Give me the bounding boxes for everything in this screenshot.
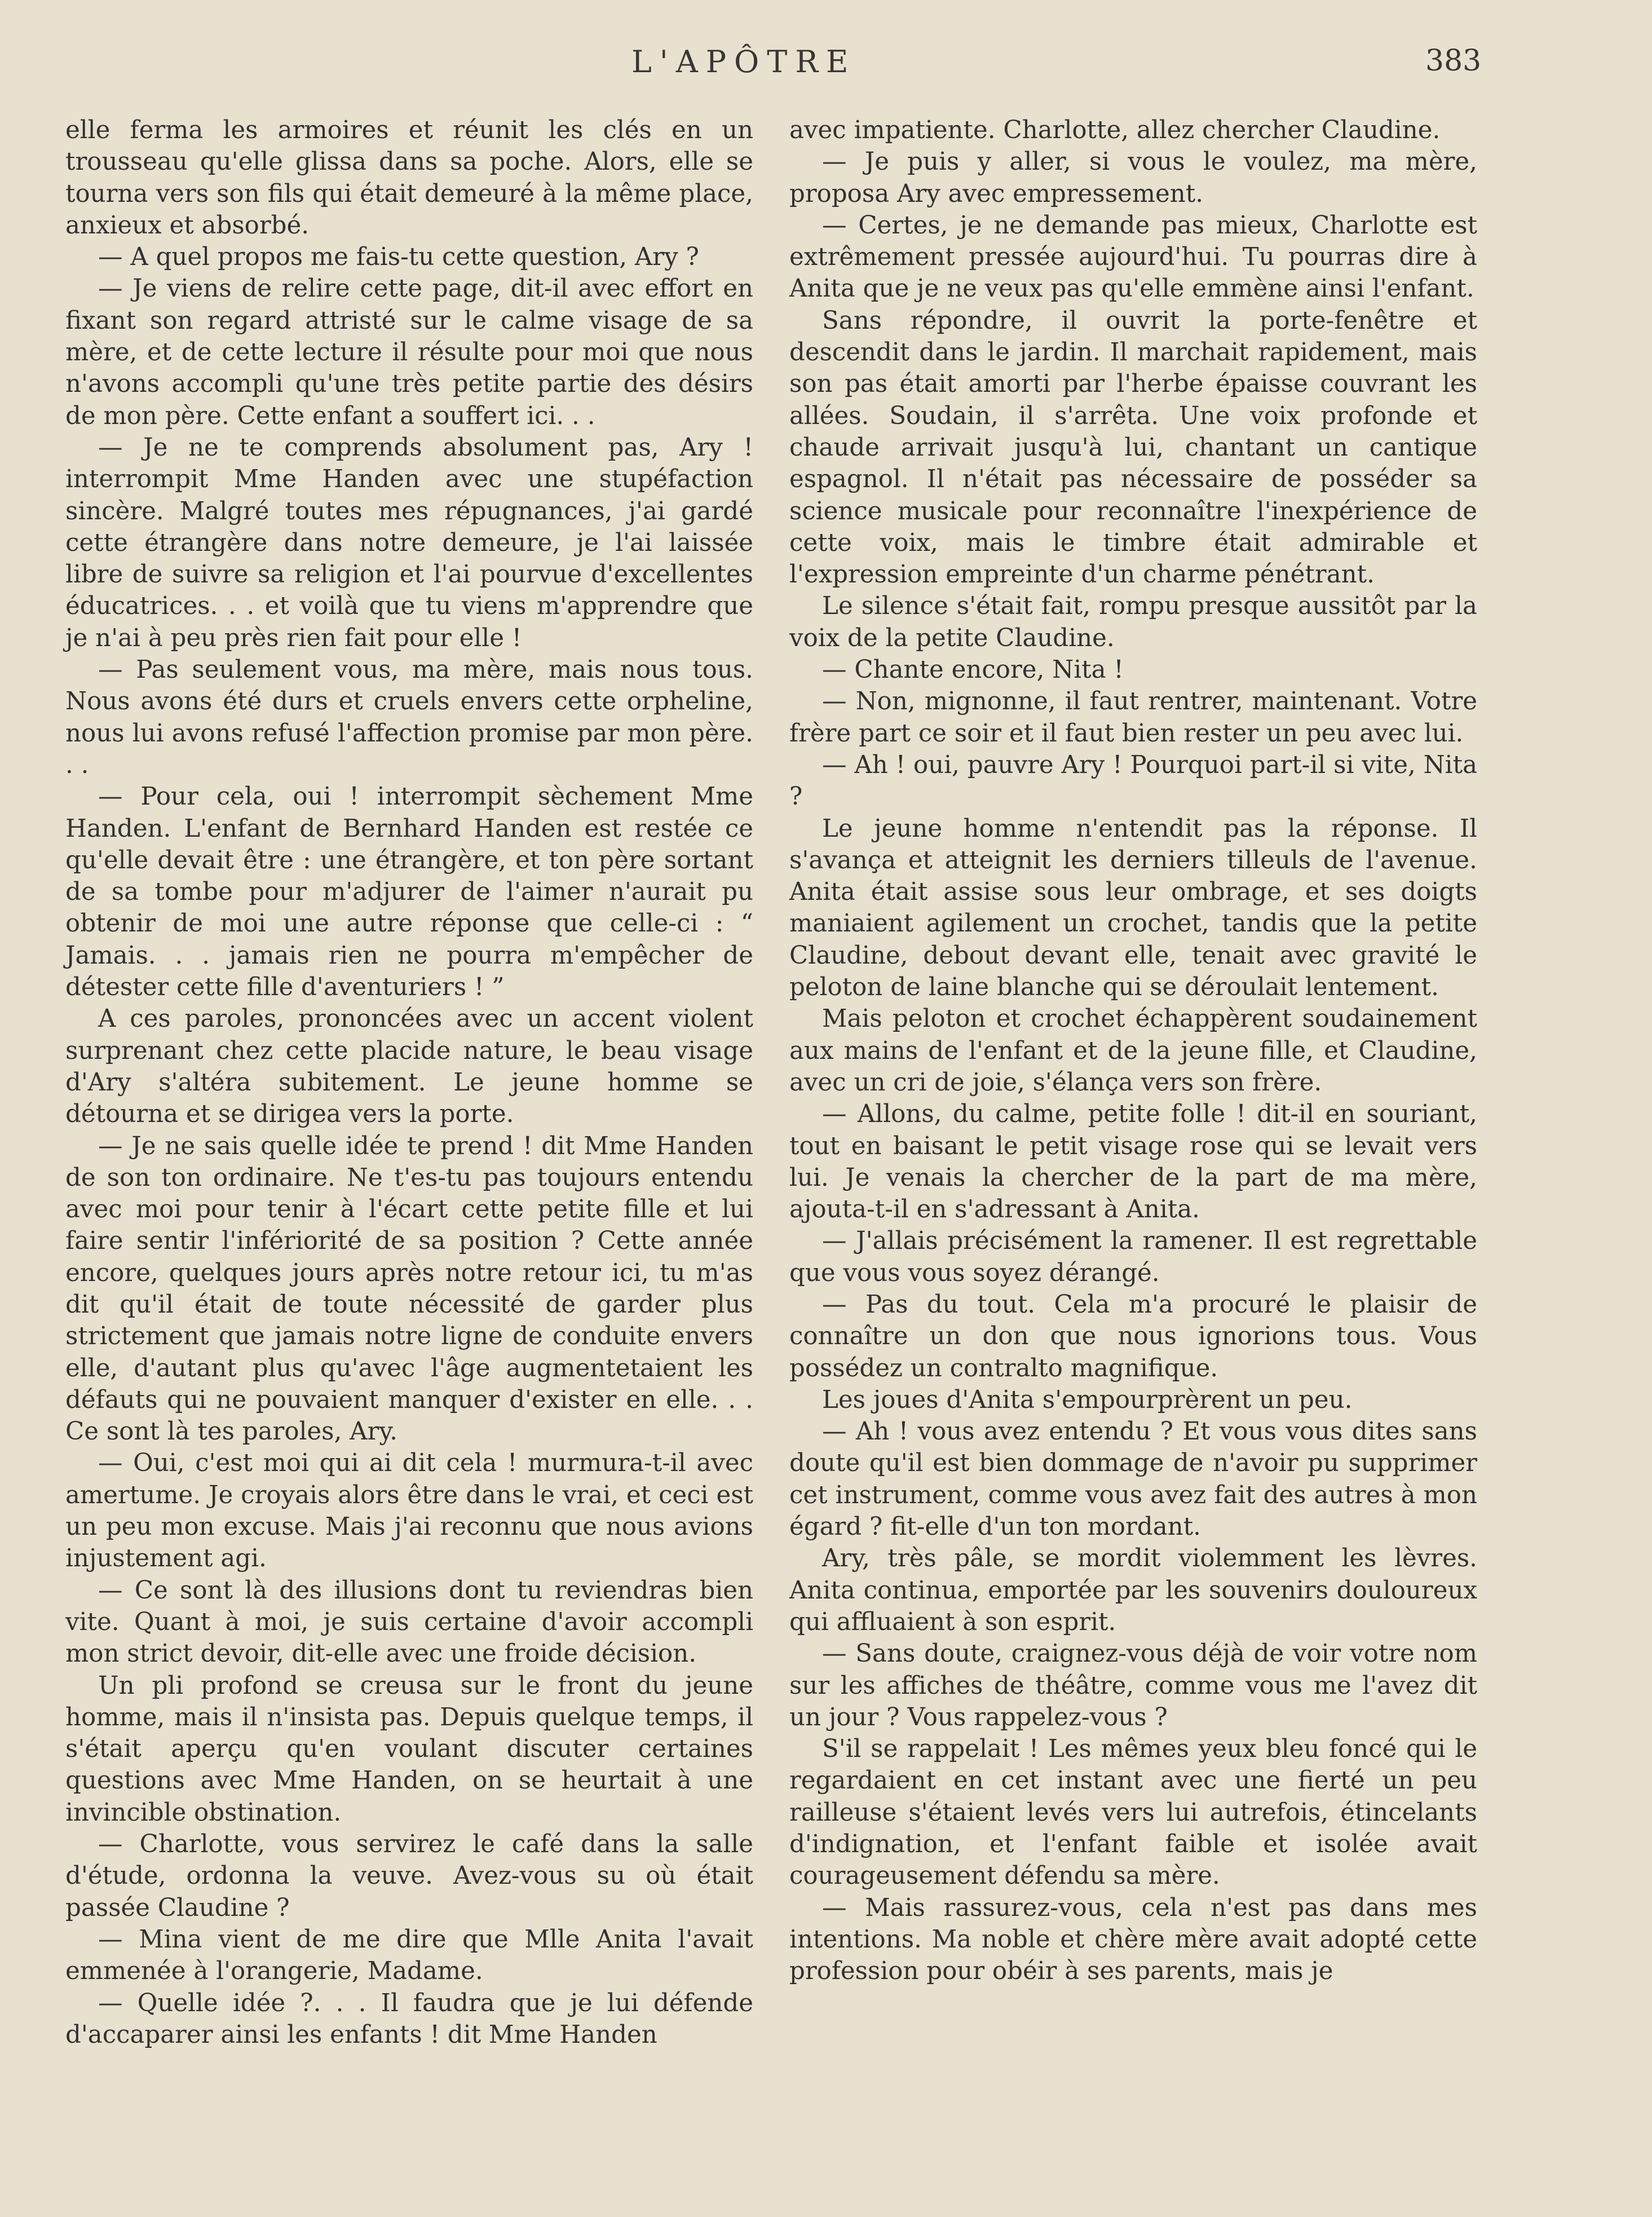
paragraph: Les joues d'Anita s'empourprèrent un peu. [822, 1385, 1353, 1414]
paragraph: — Ce sont là des illusions dont tu reviendras bien vite. Quant à moi, je suis certaine d'avoir accompli mon strict devoir, dit-elle avec une froide décision. [65, 1576, 753, 1668]
page-header [0, 39, 1652, 85]
paragraph: — Pour cela, oui ! interrompit sèchement Mme Handen. L'enfant de Bernhard Handen est restée ce qu'elle devait être : une étrangère, et ton père sortant de sa tombe pour m'adjurer de l'aimer n'aurait pu obtenir de moi une autre réponse que celle-ci : “ Jamais. . . jamais rien ne pourra m'empêcher de détester cette fille d'aventuriers ! ” [65, 783, 753, 1002]
paragraph: — Pas du tout. Cela m'a procuré le plaisir de connaître un don que nous ignorions tous. Vous possédez un contralto magnifique. [789, 1290, 1477, 1383]
paragraph: — Charlotte, vous servirez le café dans la salle d'étude, ordonna la veuve. Avez-vous su où était passée Claudine ? [65, 1830, 753, 1922]
paragraph: — Chante encore, Nita ! [822, 656, 1124, 684]
paragraph: — Quelle idée ?. . . Il faudra que je lui défende d'accaparer ainsi les enfants ! dit Mme Handen [65, 1989, 753, 2049]
paragraph: — Oui, c'est moi qui ai dit cela ! murmura-t-il avec amertume. Je croyais alors être dans le vrai, et ceci est un peu mon excuse. Mais j'ai reconnu que nous avions injustement agi. [65, 1449, 753, 1573]
paragraph: avec impatiente. Charlotte, allez chercher Claudine. [789, 116, 1441, 144]
paragraph: — Mais rassurez-vous, cela n'est pas dans mes intentions. Ma noble et chère mère avait adopté cette profession pour obéir à ses parents, mais je [789, 1893, 1477, 1986]
paragraph: — Allons, du calme, petite folle ! dit-il en souriant, tout en baisant le petit visage rose qui se levait vers lui. Je venais la chercher de la part de ma mère, ajouta-t-il en s'adressant à Anita. [789, 1100, 1477, 1224]
paragraph: Un pli profond se creusa sur le front du jeune homme, mais il n'insista pas. Depuis quelque temps, il s'était aperçu qu'en voulant discuter certaines questions avec Mme Handen, on se heurtait à une invincible obstination. [65, 1671, 753, 1827]
paragraph: A ces paroles, prononcées avec un accent violent surprenant chez cette placide nature, le beau visage d'Ary s'altéra subitement. Le jeune homme se détourna et se dirigea vers la porte. [65, 1005, 753, 1129]
paragraph: — Sans doute, craignez-vous déjà de voir votre nom sur les affiches de théâtre, comme vous me l'avez dit un jour ? Vous rappelez-vous ? [789, 1640, 1477, 1732]
left-column [65, 114, 753, 2051]
paragraph: — J'allais précisément la ramener. Il est regrettable que vous vous soyez dérangé. [789, 1227, 1477, 1287]
paragraph: — Je ne te comprends absolument pas, Ary ! interrompit Mme Handen avec une stupéfaction sincère. Malgré toutes mes répugnances, j'ai gardé cette étrangère dans notre demeure, je l'ai laissée libre de suivre sa religion et l'ai pourvue d'excellentes éducatrices. . . et voilà que tu viens m'apprendre que je n'ai à peu près rien fait pour elle ! [65, 433, 753, 652]
page-number: 383 [1425, 44, 1482, 78]
paragraph: — Je viens de relire cette page, dit-il avec effort en fixant son regard attristé sur le calme visage de sa mère, et de cette lecture il résulte pour moi que nous n'avons accompli qu'une très petite partie des désirs de mon père. Cette enfant a souffert ici. . . [65, 275, 753, 430]
paragraph: — Mina vient de me dire que Mlle Anita l'avait emmenée à l'orangerie, Madame. [65, 1925, 753, 1986]
paragraph: — Je ne sais quelle idée te prend ! dit Mme Handen de son ton ordinaire. Ne t'es-tu pas toujours entendu avec moi pour tenir à l'écart cette petite fille et lui faire sentir l'infériorité de sa position ? Cette année encore, quelques jours après notre retour ici, tu m'as dit qu'il était de toute nécessité de garder plus strictement que jamais notre ligne de conduite envers elle, d'autant plus qu'avec l'âge augmentetaient les défauts qui ne pouvaient manquer d'exister en elle. . . Ce sont là tes paroles, Ary. [65, 1132, 753, 1446]
paragraph: — Ah ! vous avez entendu ? Et vous vous dites sans doute qu'il est bien dommage de n'avoir pu supprimer cet instrument, comme vous avez fait des autres à mon égard ? fit-elle d'un ton mordant. [789, 1417, 1477, 1542]
paragraph: — Non, mignonne, il faut rentrer, maintenant. Votre frère part ce soir et il faut bien rester un peu avec lui. [789, 687, 1477, 748]
paragraph: Mais peloton et crochet échappèrent soudainement aux mains de l'enfant et de la jeune fille, et Claudine, avec un cri de joie, s'élança vers son frère. [789, 1005, 1477, 1097]
paragraph: — Je puis y aller, si vous le voulez, ma mère, proposa Ary avec empressement. [789, 148, 1477, 208]
running-title: L'APÔTRE [631, 44, 856, 80]
paragraph: — A quel propos me fais-tu cette question, Ary ? [98, 243, 699, 272]
paragraph: — Ah ! oui, pauvre Ary ! Pourquoi part-il si vite, Nita ? [789, 750, 1477, 811]
paragraph: Sans répondre, il ouvrit la porte-fenêtre et descendit dans le jardin. Il marchait rapidement, mais son pas était amorti par l'herbe épaisse couvrant les allées. Soudain, il s'arrêta. Une voix profonde et chaude arrivait jusqu'à lui, chantant un cantique espagnol. Il n'était pas nécessaire de posséder sa science musicale pour reconnaître l'inexpérience de cette voix, mais le timbre était admirable et l'expression empreinte d'un charme pénétrant. [789, 306, 1477, 589]
paragraph: Le jeune homme n'entendit pas la réponse. Il s'avança et atteignit les derniers tilleuls de l'avenue. Anita était assise sous leur ombrage, et ses doigts maniaient agilement un crochet, tandis que la petite Claudine, debout devant elle, tenait avec gravité le peloton de laine blanche qui se déroulait lentement. [789, 814, 1477, 1002]
paragraph: elle ferma les armoires et réunit les clés en un trousseau qu'elle glissa dans sa poche. Alors, elle se tourna vers son fils qui était demeuré à la même place, anxieux et absorbé. [65, 116, 753, 240]
paragraph: — Pas seulement vous, ma mère, mais nous tous. Nous avons été durs et cruels envers cette orpheline, nous lui avons refusé l'affection promise par mon père. . . [65, 656, 753, 779]
right-column [789, 114, 1477, 1988]
paragraph: Ary, très pâle, se mordit violemment les lèvres. Anita continua, emportée par les souvenirs douloureux qui affluaient à son esprit. [789, 1544, 1477, 1636]
paragraph: Le silence s'était fait, rompu presque aussitôt par la voix de la petite Claudine. [789, 592, 1477, 652]
paragraph: — Certes, je ne demande pas mieux, Charlotte est extrêmement pressée aujourd'hui. Tu pourras dire à Anita que je ne veux pas qu'elle emmène ainsi l'enfant. [789, 211, 1477, 303]
paragraph: S'il se rappelait ! Les mêmes yeux bleu foncé qui le regardaient en cet instant avec une fierté un peu railleuse s'étaient levés vers lui autrefois, étincelants d'indignation, et l'enfant faible et isolée avait courageusement défendu sa mère. [789, 1735, 1477, 1891]
